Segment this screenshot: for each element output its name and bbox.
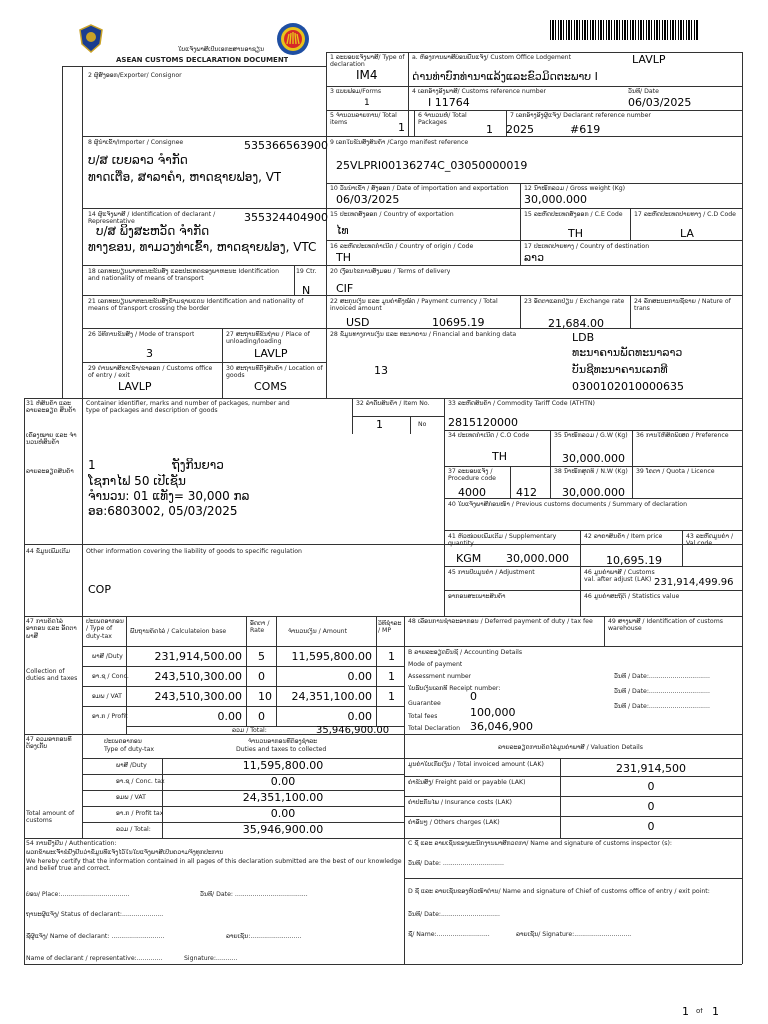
country-of-origin: TH [336, 251, 351, 264]
box43-label: 43 ລະຫັດມູນຄ່າ / Val code [686, 533, 734, 548]
representative-signature-line: Signature:........... [184, 955, 238, 962]
tax-row-type: ອາ.ກ / Profit [92, 713, 128, 720]
box27-label: 27 ສະຖານທີ່ຂົນຖ່າຍ / Place of unloading/loading [226, 331, 310, 346]
box30-label: 30 ສະຖານທີ່ຕັ້ງສິນຄ້າ / Location of goods [226, 365, 323, 380]
box40-label: 40 ໃບແຈ້ງພາສີກ່ອນໜ້າ / Previous customs documents / Summary of declaration [448, 501, 688, 508]
col-mp-header: ວິທີຊໍາລະ / MP [378, 620, 402, 635]
lao-customs-logo [78, 24, 104, 54]
summary-amount-header-en: Duties and taxes to collected [236, 746, 327, 753]
exchange-rate: 21,684.00 [548, 317, 604, 330]
valuation-title: ລາຍລະອຽດການຄິດໄລ່ມູນຄ່າພາສີ / Valuation Details [498, 744, 643, 751]
box31-left2: ລາຍລະອຽດສິນຄ້າ [26, 468, 74, 475]
summary-row-amount: 0.00 [270, 807, 296, 820]
tax-row-rate: 0 [258, 710, 265, 723]
receipt-number-label: ໃບຮັບເງິນເລກທີ Receipt number: [408, 685, 501, 692]
goods-reference: ອອ:6803002, 05/03/2025 [88, 504, 238, 518]
bank-name: ທະນາຄານພັດທະນາລາວ [572, 346, 683, 359]
total-packages: 1 [486, 123, 493, 136]
gross-weight: 30,000.000 [524, 193, 587, 206]
box26-label: 26 ວິທີການຂົນສົ່ງ / Mode of transport [88, 331, 195, 338]
procedure-code-2: 412 [516, 486, 537, 499]
box35-label: 35 ນໍ້າໜັກລວມ / G.W (Kg) [554, 432, 628, 439]
receipt-number-value: 0 [470, 690, 477, 703]
valuation-row-value: 0 [647, 820, 655, 833]
box46-label: 46 ມູນຄ່າພາສີ / Customs val. after adjust (LAK) [584, 569, 655, 584]
package-quantity: 1 [88, 458, 96, 472]
container-indicator: N [302, 284, 311, 297]
accounting-date-1: ວັນທີ / Date:............................... [614, 673, 710, 680]
tax-row-amount: 0.00 [347, 670, 372, 683]
summary-row-type: ພາສີ /Duty [116, 762, 147, 769]
box4-date-label: ວັນທີ/ Date [628, 88, 659, 95]
box3-label: 3 ແບບຟອມ/Forms [330, 88, 382, 95]
box54-label: 54 ການຢັ້ງຢືນ / Authentication: [26, 840, 117, 847]
bank-account-number: 0300102010000635 [572, 380, 684, 393]
mode-of-payment-label: Mode of payment [408, 661, 463, 668]
box12-label: 12 ນໍ້າໜັກລວມ / Gross weight (Kg) [524, 185, 626, 192]
box19-label: 19 Ctr. [296, 268, 317, 275]
tax-row-rate: 0 [258, 670, 265, 683]
customs-office-entry: LAVLP [118, 380, 152, 393]
tax-total-label: ລວມ / Total: [232, 727, 267, 734]
box20-label: 20 ເງື່ອນໄຂການສົ່ງມອບ / Terms of delivery [330, 268, 451, 275]
summary-type-header: ປະເພດອາກອນ [104, 738, 142, 745]
box7-label: 7 ເລກອ້າງອີງຜູ້ແຈ້ງ/ Declarant reference number [510, 112, 651, 119]
supplementary-unit: KGM [456, 552, 482, 565]
origin-country-code: TH [492, 450, 507, 463]
box2-label: 2 ຜູ້ສົ່ງອອກ/Exporter/ Consignor [88, 72, 182, 79]
forms-value: 1 [364, 98, 370, 108]
asean-logo [276, 22, 310, 56]
box8-label: 8 ຜູ້ນໍາເຂົ້າ/Importer / Consignee [88, 139, 184, 146]
bank-code: LDB [572, 331, 595, 344]
item-no-label: No [418, 421, 427, 428]
other-information: COP [88, 583, 111, 596]
valuation-row-value: 0 [647, 800, 655, 813]
cargo-manifest-reference: 25VLPRI00136274C_03050000019 [336, 159, 528, 172]
total-fees-label: Total fees [408, 713, 438, 720]
box36-label: 36 ການໃຫ້ສິດພິເສດ / Preference [636, 432, 729, 439]
box44-label: Other information covering the liability of goods to specific regulation [86, 548, 302, 555]
valuation-row-value: 231,914,500 [616, 762, 686, 775]
valuation-row-label: ຄ່າອື່ນໆ / Others charges (LAK) [408, 819, 500, 826]
declarant-name: ບ/ສ ພິງສະຫວັດ ຈໍາກັດ [96, 224, 210, 238]
status-line: ຖານະຜູ້ແຈ້ງ/ Status of declarant:..................... [26, 911, 164, 918]
total-amount-side-label: Total amount of customs [26, 810, 75, 825]
declarant-ref-number: #619 [570, 123, 601, 136]
box22-label: 22 ສະກຸນເງິນ ແລະ ມູນຄ່າທັງໝົດ / Payment currency / Total invoiced amount [330, 298, 498, 313]
tax-row-base: 243,510,300.00 [154, 690, 242, 703]
page-of: of [696, 1008, 703, 1015]
tax-row-base: 0.00 [217, 710, 242, 723]
summary-row-amount: 0.00 [270, 775, 296, 788]
place-of-unloading: LAVLP [254, 347, 288, 360]
total-invoiced-amount: 10695.19 [432, 316, 485, 329]
custom-office-name: ດ່ານທ່າບົກທ່ານາແລ້ງແລະຂົວມິດຕະພາບ I [412, 70, 598, 83]
guarantee-label: Guarantee [408, 700, 441, 707]
summary-row-type: ອາ.ກ / Profit tax [116, 810, 164, 817]
document-title: ASEAN CUSTOMS DECLARATION DOCUMENT [116, 57, 289, 64]
summary-row-amount: 24,351,100.00 [242, 791, 324, 804]
box31-left1: ເຄື່ອງໝາຍ ແລະ ຈໍານວນຫໍ່ສິນຄ້າ [26, 432, 77, 447]
location-of-goods: COMS [254, 380, 287, 393]
payment-currency: USD [346, 316, 370, 329]
tax-row-type: ອາ.ຊ / Conc. [92, 673, 129, 680]
barcode [550, 20, 698, 40]
mode-of-transport: 3 [146, 347, 153, 360]
declaration-type: IM4 [356, 68, 378, 82]
package-type: ຖັງກິນຍາວ [172, 458, 224, 472]
box4-label: 4 ເລກອ້າງອີງພາສີ/ Customs reference number [412, 88, 547, 95]
tax-row-amount: 11,595,800.00 [291, 650, 372, 663]
box39-label: 39 ໂຄຕາ / Quota / Licence [636, 468, 715, 475]
box37-label: 37 ລະບອບແຈ້ງ / Procedure code [448, 468, 496, 483]
box17a-label: 17 ລະຫັດປະເທດປາຍທາງ / C.D Code [634, 211, 736, 218]
box15a-label: 15 ລະຫັດປະເທດສົ່ງອອກ / C.E Code [524, 211, 623, 218]
box38-label: 38 ນໍ້າໜັກສຸດທິ / N.W (Kg) [554, 468, 628, 475]
summary-row-type: ອາ.ຊ / Conc. tax [116, 778, 165, 785]
box10-label: 10 ວັນນໍາເຂົ້າ / ສົ່ງອອກ / Date of importation and exportation [330, 185, 509, 192]
box45-label: 45 ການປັບມູນຄ່າ / Adjustment [448, 569, 535, 576]
box49-label: 49 ສາງພາສີ / Identification of customs warehouse [608, 618, 723, 633]
box14-label: 14 ຜູ້ແຈ້ງພາສີ / Identification of declarant / Representative [88, 211, 216, 226]
net-weight: 30,000.000 [562, 486, 625, 499]
total-fees-value: 100,000 [470, 706, 516, 719]
importer-address: ທາດເຕື່ອ, ສາລາຄໍາ, ຫາດຊາຍຟອງ, VT [88, 170, 282, 184]
declarant-sign-line: ລາຍເຊັນ:.......................... [226, 933, 302, 940]
importer-name: ບ/ສ ເບຍລາວ ຈໍາກັດ [88, 153, 188, 167]
summary-row-amount: 11,595,800.00 [242, 759, 324, 772]
import-date: 06/03/2025 [336, 193, 400, 206]
goods-description: ໂຊກາໄຟ 50 ເປີເຊັນ [88, 474, 186, 488]
box33-label: 33 ລະຫັດສິນຄ້າ / Commodity Tariff Code (ATHTN) [448, 400, 595, 407]
box24-label: 24 ລັກສະນະການຊື້ຂາຍ / Nature of trans [634, 298, 731, 313]
tax-row-mp: 1 [388, 650, 395, 663]
box32-label: 32 ລໍາດັບສິນຄ້າ / Item No. [356, 400, 430, 407]
box-d-label: D ຊື່ ແລະ ລາຍເຊັນຂອງຫົວໜ້າດ່ານ/ Name and signature of Chief of customs office of entry / exit point: [408, 888, 710, 895]
authentication-text: We hereby certify that the information contained in all pages of this declaration submitted are the best of our knowledge and belief true and correct. [26, 858, 402, 873]
representative-line: Name of declarant / representative:............. [26, 955, 163, 962]
box21-label: 21 ເລກທະບຽນພາຫະນະຂົນສົ່ງຂ້າມຊາຍແດນ Identification and nationality of means of transport crossing the border [88, 298, 304, 313]
customs-reference-number: I 11764 [428, 96, 470, 109]
box15-label: 15 ປະເທດສົ່ງອອກ / Country of exportation [330, 211, 454, 218]
customs-value-after-adjust: 231,914,499.96 [654, 577, 734, 588]
box9-label: 9 ເລກໃບຂົນສົ່ງສິນຄ້າ /Cargo manifest reference [330, 139, 469, 146]
date-line: ວັນທີ/ Date: ..................................... [200, 891, 308, 898]
chief-date-line: ວັນທີ/ Date:.............................. [408, 911, 500, 918]
tax-row-amount: 24,351,100.00 [291, 690, 372, 703]
box6-label: 6 ຈໍານວນຫໍ່/ Total Packages [418, 112, 467, 127]
supplementary-quantity: 30,000.000 [506, 552, 569, 565]
summary-type-header-en: Type of duty-tax [104, 746, 155, 753]
declarant-ref-year: 2025 [506, 123, 534, 136]
summary-amount-header: ຈໍານວນອາກອນທີ່ຕ້ອງຊໍາລະ [248, 738, 318, 745]
customs-reference-date: 06/03/2025 [628, 96, 692, 109]
tax-row-type: ອມພ / VAT [92, 693, 122, 700]
export-country-code: TH [568, 227, 583, 240]
place-line: ບ່ອນ/ Place:................................... [26, 891, 130, 898]
total-declaration-value: 36,046,900 [470, 720, 533, 733]
destination-country-code: LA [680, 227, 694, 240]
tax-row-mp: 1 [388, 670, 395, 683]
box41-label: 41 ຫົວໜ່ວຍເພີ່ມເຕີມ / Supplementary quantity [448, 533, 557, 548]
chief-signature-line: ລາຍເຊັນ/ Signature:............................. [516, 931, 632, 938]
box47-side-label: 47 ການຄິດໄລ່ອາກອນ ແລະ ອັດຕາພາສີ [26, 618, 77, 640]
procedure-code-1: 4000 [458, 486, 486, 499]
item-price: 10,695.19 [606, 554, 662, 567]
box48-label: 48 ເລື່ອນການຊໍາລະອາກອນ / Deferred payment of duty / tax fee [408, 618, 593, 625]
custom-office-code: LAVLP [632, 53, 666, 66]
goods-quantity-description: ຈໍານວນ: 01 ແທັງ= 30,000 ກລ [88, 489, 250, 503]
tax-row-type: ພາສີ /Duty [92, 653, 123, 660]
financial-count: 13 [374, 364, 388, 377]
box44-side-label: 44 ຂໍ້ມູນເພີ່ມເຕີມ [26, 548, 71, 555]
item-gross-weight: 30,000.000 [562, 452, 625, 465]
tax-row-rate: 10 [258, 690, 272, 703]
valuation-row-label: ມູນຄ່າໃບເກັບເງິນ / Total invoiced amount (LAK) [408, 761, 544, 768]
summary-row-type: ລວມ / Total: [116, 826, 151, 833]
declarant-name-line: ຊື່ຜູ້ແຈ້ງ/ Name of declarant: ........................... [26, 933, 165, 940]
col-base-header: ພື້ນຖານຄິດໄລ່ / Calculateion base [130, 628, 227, 635]
declarant-address: ທາງຂອນ, ທາມວງທ່າເຂົ້າ, ຫາດຊາຍຟອງ, VTC [88, 240, 317, 254]
box47b-side-label: 47 ລວມອາກອນທີ່ຕ້ອງເກັບ [26, 736, 72, 751]
valuation-row-label: ຄ່າປະກັນໄພ / Insurance costs (LAK) [408, 799, 512, 806]
box1-label: 1 ລະບອບແຈ້ງພາສີ/ Type of declaration [330, 54, 405, 69]
accounting-date-3: ວັນທີ / Date:............................... [614, 703, 710, 710]
tax-row-mp: 1 [388, 690, 395, 703]
summary-row-amount: 35,946,900.00 [242, 823, 324, 836]
box-c-label: C ຊື່ ແລະ ລາຍເຊັນຂອງພະນັກງານພາສີກວດກາ/ Name and signature of customs inspector (s): [408, 840, 672, 847]
tax-row-amount: 0.00 [347, 710, 372, 723]
accounting-date-2: ວັນທີ / Date:............................... [614, 688, 710, 695]
summary-row-type: ອມພ / VAT [116, 794, 146, 801]
box42-label: 42 ລາຄາສິນຄ້າ / Item price [584, 533, 663, 540]
tax-total-value: 35,946,900.00 [316, 725, 390, 736]
box16-label: 16 ລະຫັດປະເທດກໍາເນີດ / Country of origin / Code [330, 243, 474, 250]
lao-title: ໃບແຈ້ງພາສີເປັນເອກະສານອາຊຽນ [178, 46, 265, 53]
accounting-details-label: B ລາຍລະອຽດບັນຊີ / Accounting Details [408, 649, 523, 656]
page-total: 1 [712, 1005, 719, 1018]
box23-label: 23 ອັດຕາແລກປ່ຽນ / Exchange rate [524, 298, 625, 305]
tax-row-base: 243,510,300.00 [154, 670, 242, 683]
country-of-exportation: ໄທ [336, 224, 349, 237]
tax-row-rate: 5 [258, 650, 265, 663]
col-rate-header: ອັດຕາ / Rate [250, 620, 270, 635]
box28-label: 28 ຂໍ້ມູນທາງການເງິນ ແລະ ທະນາຄານ / Financial and banking data [330, 331, 517, 338]
importer-tin: 535366563900 [244, 139, 328, 152]
total-declaration-label: Total Declaration [408, 725, 461, 732]
total-items: 1 [398, 121, 405, 134]
box-a-label: a. ຫ້ອງການພາສີບ່ອນຍື່ນແຈ້ງ/ Custom Office Lodgement [412, 54, 572, 61]
bank-account-label: ບັນຊີທະນາຄານເລກທີ [572, 363, 668, 376]
box18-label: 18 ເລກທະບຽນພາຫະນະຂົນສົ່ງ ແລະປະເທດຂອງພາຫະນະ Identification and nationality of means of transport [88, 268, 280, 283]
col-type-header: ປະເພດອາກອນ / Type of duty-tax [86, 618, 124, 640]
declarant-tin: 355324404900 [244, 211, 328, 224]
item-number: 1 [376, 418, 383, 431]
box17-label: 17 ປະເທດປາຍທາງ / Country of destination [524, 243, 650, 250]
inspector-date-line: ວັນທີ/ Date: ............................... [408, 860, 504, 867]
page-number: 1 [682, 1005, 689, 1018]
country-of-destination: ລາວ [524, 251, 545, 264]
valuation-row-value: 0 [647, 780, 655, 793]
box31-side-label: 31 ຫໍ່ສິນຄ້າ ແລະ ລາຍລະອຽດ ສິນຄ້າ [26, 400, 76, 415]
tax-row-base: 231,914,500.00 [154, 650, 242, 663]
box5-label: 5 ຈໍານວນລາຍການ/ Total items [330, 112, 397, 127]
col-amount-header: ຈໍານວນເງິນ / Amount [288, 628, 347, 635]
chief-name-line: ຊື່/ Name:........................... [408, 931, 490, 938]
assessment-number-label: Assessment number [408, 673, 472, 680]
special-tax-label: ອາກອນສະເພາະສິນຄ້າ [448, 593, 506, 600]
box34-label: 34 ປະເທດກໍາເນີດ / C.O Code [448, 432, 530, 439]
box31-label: Container identifier, marks and number of packages, number and type of packages and description of goods [86, 400, 290, 415]
collection-label: Collection of duties and taxes [26, 668, 78, 683]
authentication-lao-text: ພວກຂ້າພະເຈົ້າຂໍຢັ້ງຢືນວ່າຂໍ້ມູນທີ່ແຈ້ງໄວ້ໃນໃບແຈ້ງພາສີເປັນຄວາມຈິງທຸກປະການ [26, 849, 224, 856]
valuation-row-label: ຄ່າຂົນສົ່ງ/ Freight paid or payable (LAK) [408, 779, 526, 786]
terms-of-delivery: CIF [336, 282, 354, 295]
box29-label: 29 ດ່ານພາສີຂາເຂົ້າ/ຂາອອກ / Customs office of entry / exit [88, 365, 213, 380]
box46b-label: 46 ມູນຄ່າສະຖິຕິ / Statistics value [584, 593, 680, 600]
commodity-tariff-code: 2815120000 [448, 416, 518, 429]
